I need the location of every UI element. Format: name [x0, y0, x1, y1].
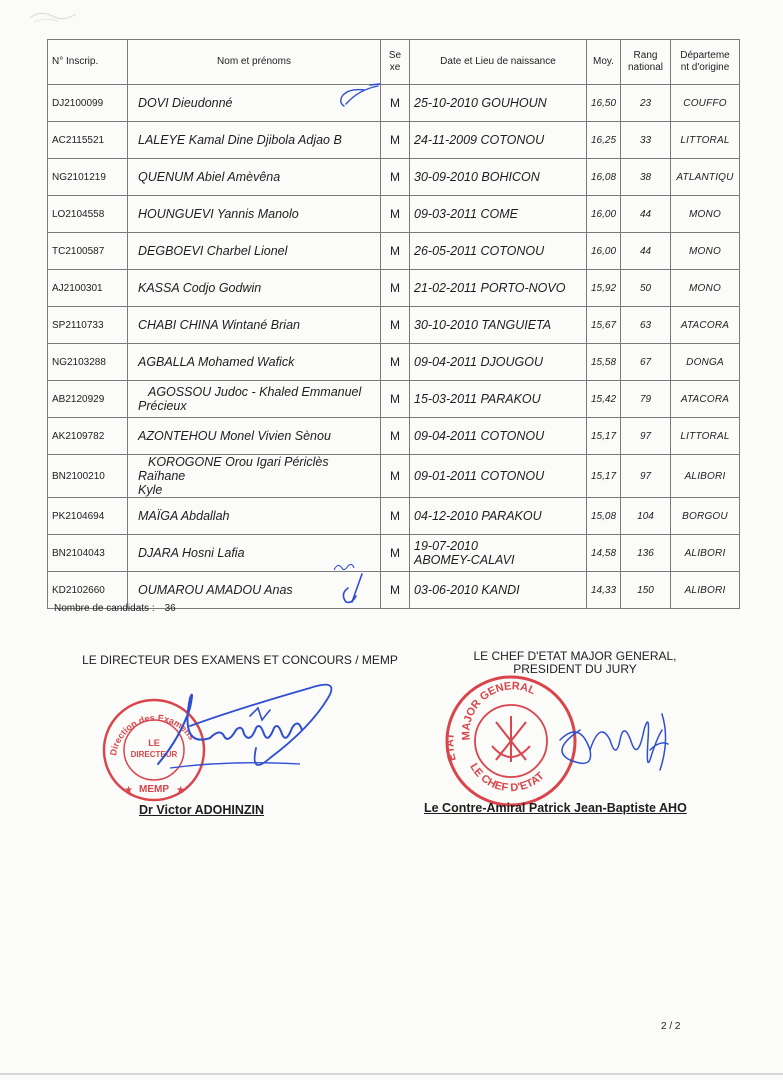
scan-smudge: [28, 8, 78, 26]
header-dept-line2: nt d'origine: [680, 62, 730, 73]
cell-department: MONO: [671, 233, 740, 270]
cell-average: 15,92: [587, 270, 621, 307]
cell-department: DONGA: [671, 344, 740, 381]
cell-birth: 30-09-2010 BOHICON: [410, 159, 587, 196]
header-rang-line1: Rang: [633, 50, 658, 61]
table-row: [48, 85, 740, 122]
cell-id: BN2100210: [48, 455, 128, 498]
candidate-count: [54, 603, 176, 614]
header-rang-line2: national: [627, 62, 664, 73]
cell-birth: 04-12-2010 PARAKOU: [410, 498, 587, 535]
cell-department: COUFFO: [671, 85, 740, 122]
cell-average: 16,08: [587, 159, 621, 196]
candidate-count-value: 36: [164, 603, 176, 614]
table-row: [48, 270, 740, 307]
cell-average: 16,00: [587, 233, 621, 270]
cell-average: 15,17: [587, 418, 621, 455]
stamp-left-top-text: Direction des Examens: [108, 712, 197, 757]
cell-average: 16,25: [587, 122, 621, 159]
cell-average: 15,17: [587, 455, 621, 498]
table-row: [48, 233, 740, 270]
cell-department: ALIBORI: [671, 455, 740, 498]
cell-birth: 26-05-2011 COTONOU: [410, 233, 587, 270]
star-icon: ★: [124, 785, 133, 796]
cell-department: ALIBORI: [671, 535, 740, 572]
cell-name: [128, 381, 381, 418]
cell-name: MAÏGA Abdallah: [128, 498, 381, 535]
cell-sex: M: [381, 270, 410, 307]
header-moy: Moy.: [587, 40, 621, 85]
cell-rank: 33: [621, 122, 671, 159]
cell-average: 15,08: [587, 498, 621, 535]
cell-department: ALIBORI: [671, 572, 740, 609]
table-row: [48, 344, 740, 381]
table-row: [48, 381, 740, 418]
cell-rank: 44: [621, 233, 671, 270]
cell-department: MONO: [671, 196, 740, 233]
right-title-line1: LE CHEF D'ETAT MAJOR GENERAL,: [473, 649, 677, 663]
cell-id: BN2104043: [48, 535, 128, 572]
cell-average: 15,42: [587, 381, 621, 418]
cell-birth: 15-03-2011 PARAKOU: [410, 381, 587, 418]
right-title-line2: PRESIDENT DU JURY: [513, 662, 637, 676]
cell-name: AZONTEHOU Monel Vivien Sènou: [128, 418, 381, 455]
cell-sex: M: [381, 233, 410, 270]
cell-rank: 50: [621, 270, 671, 307]
stamp-left-bottom-text: MEMP: [139, 784, 169, 795]
cell-sex: M: [381, 572, 410, 609]
stamp-right-bottom-text: LE CHEF D'ETAT: [467, 761, 547, 795]
handwritten-initials-bottom: [322, 560, 372, 606]
stamp-right-left-text: ETAT: [444, 732, 459, 763]
cell-sex: M: [381, 344, 410, 381]
right-signer-name: Le Contre-Amiral Patrick Jean-Baptiste AHO: [424, 801, 687, 815]
cell-birth-date: 19-07-2010: [414, 539, 478, 553]
cell-rank: 97: [621, 455, 671, 498]
table-row: [48, 122, 740, 159]
stamp-right-top-text: MAJOR GENERAL: [460, 680, 538, 741]
cell-birth: 24-11-2009 COTONOU: [410, 122, 587, 159]
cell-rank: 150: [621, 572, 671, 609]
cell-birth: 21-02-2011 PORTO-NOVO: [410, 270, 587, 307]
cell-id: DJ2100099: [48, 85, 128, 122]
cell-id: AJ2100301: [48, 270, 128, 307]
cell-id: NG2103288: [48, 344, 128, 381]
cell-average: 14,58: [587, 535, 621, 572]
cell-sex: M: [381, 381, 410, 418]
cell-id: PK2104694: [48, 498, 128, 535]
cell-sex: M: [381, 455, 410, 498]
table-row: [48, 455, 740, 498]
cell-average: 15,67: [587, 307, 621, 344]
page-number: 2 / 2: [661, 1021, 681, 1032]
cell-birth: 25-10-2010 GOUHOUN: [410, 85, 587, 122]
cell-name: CHABI CHINA Wintané Brian: [128, 307, 381, 344]
cell-id: NG2101219: [48, 159, 128, 196]
cell-sex: M: [381, 122, 410, 159]
cell-name: QUENUM Abiel Amèvêna: [128, 159, 381, 196]
header-rang: [621, 40, 671, 85]
table-row: [48, 307, 740, 344]
cell-average: 16,00: [587, 196, 621, 233]
cell-id: LO2104558: [48, 196, 128, 233]
scan-bottom-edge: [0, 1073, 783, 1075]
cell-rank: 38: [621, 159, 671, 196]
cell-name: OUMAROU AMADOU Anas: [128, 572, 381, 609]
cell-name: KASSA Codjo Godwin: [128, 270, 381, 307]
cell-average: 15,58: [587, 344, 621, 381]
cell-name: LALEYE Kamal Dine Djibola Adjao B: [128, 122, 381, 159]
table-row: [48, 418, 740, 455]
cell-department: ATLANTIQU: [671, 159, 740, 196]
cell-sex: M: [381, 498, 410, 535]
cell-department: ATACORA: [671, 381, 740, 418]
cell-department: MONO: [671, 270, 740, 307]
cell-sex: M: [381, 307, 410, 344]
table-header-row: [48, 40, 740, 85]
cell-id: TC2100587: [48, 233, 128, 270]
header-dept: [671, 40, 740, 85]
cell-rank: 136: [621, 535, 671, 572]
header-sex-line2: xe: [389, 62, 401, 73]
header-dept-line1: Départeme: [680, 50, 730, 61]
cell-birth: 09-03-2011 COME: [410, 196, 587, 233]
cell-id: SP2110733: [48, 307, 128, 344]
header-sex-line1: Se: [388, 50, 402, 61]
cell-name: AGBALLA Mohamed Wafick: [128, 344, 381, 381]
cell-rank: 44: [621, 196, 671, 233]
cell-name-line2: Kyle: [138, 483, 163, 497]
table-row: [48, 196, 740, 233]
cell-birth: 09-04-2011 COTONOU: [410, 418, 587, 455]
director-signature: [150, 668, 360, 788]
handwritten-initials-top: [334, 80, 382, 110]
header-date: Date et Lieu de naissance: [410, 40, 587, 85]
cell-name-line1: AGOSSOU Judoc - Khaled Emmanuel: [148, 385, 362, 399]
cell-department: ATACORA: [671, 307, 740, 344]
cell-id: KD2102660: [48, 572, 128, 609]
cell-rank: 67: [621, 344, 671, 381]
stamp-left-center-line1: LE: [148, 738, 160, 748]
cell-birth-place: ABOMEY-CALAVI: [414, 553, 515, 567]
cell-name-line1: KOROGONE Orou Igari Périclès Raïhane: [138, 455, 329, 483]
table-row: [48, 159, 740, 196]
cell-department: LITTORAL: [671, 122, 740, 159]
cell-rank: 63: [621, 307, 671, 344]
cell-id: AK2109782: [48, 418, 128, 455]
header-sex: [381, 40, 410, 85]
cell-birth: 03-06-2010 KANDI: [410, 572, 587, 609]
cell-department: BORGOU: [671, 498, 740, 535]
cell-name: [128, 455, 381, 498]
cell-sex: M: [381, 196, 410, 233]
cell-name: DJARA Hosni Lafia: [128, 535, 381, 572]
cell-id: AB2120929: [48, 381, 128, 418]
svg-text:ETAT: [444, 732, 459, 762]
cell-rank: 79: [621, 381, 671, 418]
cell-sex: M: [381, 159, 410, 196]
cell-sex: M: [381, 85, 410, 122]
cell-name: HOUNGUEVI Yannis Manolo: [128, 196, 381, 233]
cell-department: LITTORAL: [671, 418, 740, 455]
cell-birth: 09-01-2011 COTONOU: [410, 455, 587, 498]
cell-sex: M: [381, 418, 410, 455]
cell-average: 16,50: [587, 85, 621, 122]
cell-id: AC2115521: [48, 122, 128, 159]
cell-average: 14,33: [587, 572, 621, 609]
cell-rank: 23: [621, 85, 671, 122]
cell-name-line2: Précieux: [138, 399, 187, 413]
stamp-left-center-line2: DIRECTEUR: [130, 750, 178, 759]
cell-sex: M: [381, 535, 410, 572]
left-signer-name: Dr Victor ADOHINZIN: [139, 803, 265, 817]
candidate-count-label: Nombre de candidats :: [54, 603, 155, 614]
header-id: N° Inscrip.: [48, 40, 128, 85]
table-row: [48, 498, 740, 535]
star-icon: ★: [176, 785, 185, 796]
cell-birth: 09-04-2011 DJOUGOU: [410, 344, 587, 381]
table-row: [48, 535, 740, 572]
cell-birth: 30-10-2010 TANGUIETA: [410, 307, 587, 344]
cell-rank: 97: [621, 418, 671, 455]
cell-name: DEGBOEVI Charbel Lionel: [128, 233, 381, 270]
left-signatory-title: LE DIRECTEUR DES EXAMENS ET CONCOURS / MEMP: [82, 653, 398, 667]
cell-birth: [410, 535, 587, 572]
cell-name: DOVI Dieudonné: [128, 85, 381, 122]
chief-signature: [520, 700, 690, 790]
header-name: Nom et prénoms: [128, 40, 381, 85]
cell-rank: 104: [621, 498, 671, 535]
results-table: [47, 39, 740, 609]
